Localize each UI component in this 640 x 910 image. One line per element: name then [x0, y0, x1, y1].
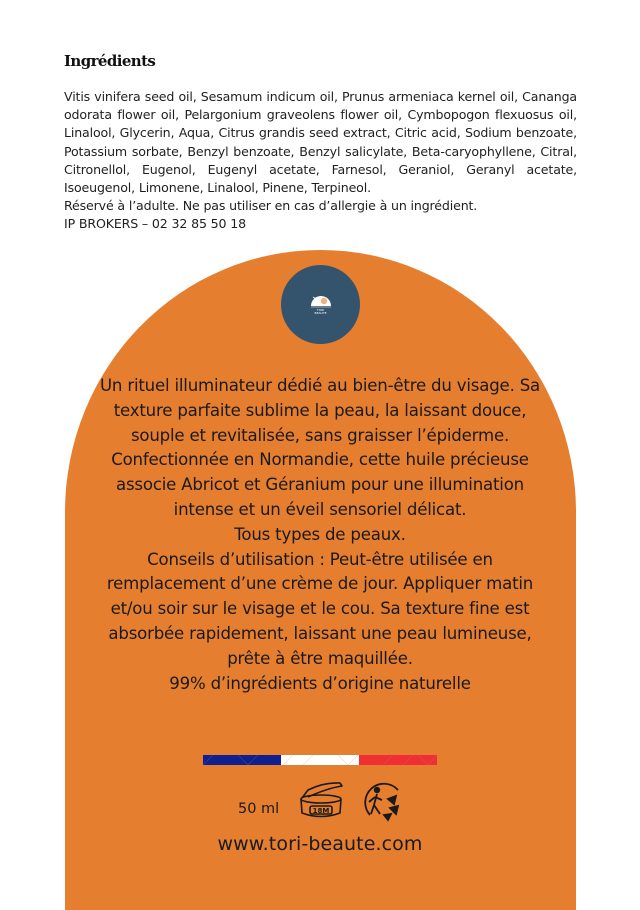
ingredients-heading: Ingrédients [64, 52, 156, 70]
allergy-warning: Réservé à l’adulte. Ne pas utiliser en cas d’allergie à un ingrédient. [64, 198, 478, 214]
brand-logo [281, 265, 360, 344]
sunrise-icon [309, 294, 333, 308]
pao-label: 18M [312, 807, 330, 815]
volume-label: 50 ml [238, 801, 280, 817]
open-jar-icon [296, 780, 346, 820]
description-skin-types: Tous types de peaux. [234, 524, 406, 544]
distributor-contact: IP BROKERS – 02 32 85 50 18 [64, 216, 246, 232]
description-natural-origin: 99% d’ingrédients d’origine naturelle [169, 673, 471, 693]
website-link[interactable]: www.tori-beaute.com [217, 833, 423, 855]
flag-pattern [203, 755, 437, 765]
french-flag-stripe [203, 755, 437, 765]
description-intro: Un rituel illuminateur dédié au bien-être du visage. Sa texture parfaite sublime la peau, la laissant douce, souple et revitalisée, sans graisser l’épiderme. [99, 376, 541, 445]
ingredients-list: Vitis vinifera seed oil, Sesamum indicum oil, Prunus armeniaca kernel oil, Cananga odorata flower oil, Pelargonium graveolens flower oil, Cymbopogon flexuosus oil, Linalool, Glycerin, Aqua, Citrus grandis seed extract, Citric acid, Sodium benzoate, Potassium sorbate, Benzyl benzoate, Benzyl salicylate, Beta-caryophyllene, Citral, Citronellol, Eugenol, Eugenyl acetate, Farnesol, Geraniol, Geranyl acetate, Isoeugenol, Limonene, Linalool, Pinene, Terpineol. [64, 89, 577, 196]
description-usage: Conseils d’utilisation : Peut-être utilisée en remplacement d’une crème de jour. Appliquer matin et/ou soir sur le visage et le cou. Sa texture fine est absorbée rapidement, laissant une peau lumineuse, prête à être maquillée. [106, 549, 534, 668]
triman-recycling-icon [360, 778, 406, 824]
description-origin: Confectionnée en Normandie, cette huile précieuse associe Abricot et Géranium pour une illumination intense et un éveil sensoriel délicat. [111, 450, 529, 519]
ingredients-block [64, 88, 577, 234]
product-description [90, 374, 550, 696]
logo-text: TORI BEAUTE [314, 307, 327, 315]
